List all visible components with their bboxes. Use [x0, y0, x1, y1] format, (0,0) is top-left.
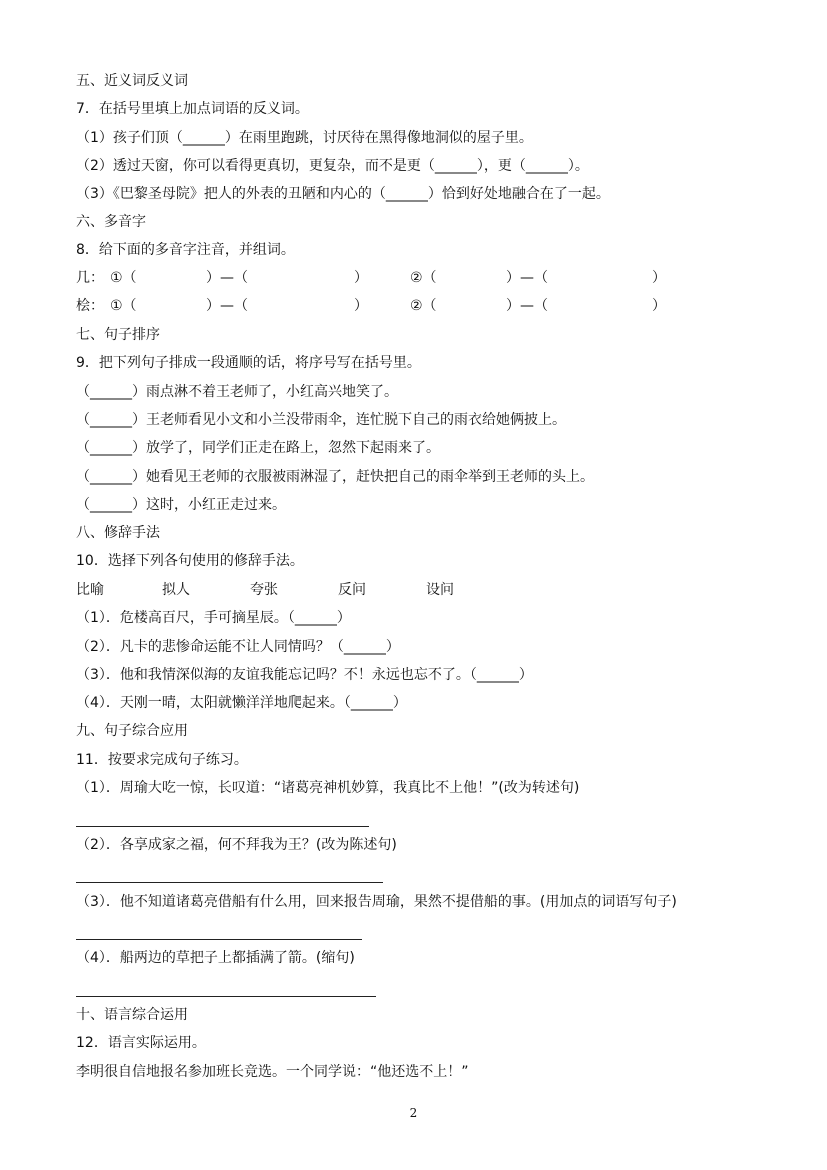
question-10: 10．选择下列各句使用的修辞手法。 — [76, 553, 304, 569]
q10-item-3: （3）．他和我情深似海的友谊我能忘记吗？不！永远也忘不了。（______） — [76, 667, 533, 683]
question-11: 11．按要求完成句子练习。 — [76, 752, 248, 768]
bracket-sep: ）—（ — [206, 270, 248, 286]
section-heading: 六、多音字 — [76, 214, 146, 230]
q11-item-1: （1）．周瑜大吃一惊，长叹道：“诸葛亮神机妙算，我真比不上他！”(改为转述句) — [76, 780, 580, 796]
q7-item-2: （2）透过天窗，你可以看得更真切，更复杂，而不是更（______），更（______）。 — [76, 158, 589, 174]
option-label: 反问 — [338, 582, 366, 598]
question-12: 12．语言实际运用。 — [76, 1035, 206, 1051]
bracket-close: ） — [652, 270, 666, 286]
question-7: 7．在括号里填上加点词语的反义词。 — [76, 101, 309, 117]
q11-item-3: （3）．他不知道诸葛亮借船有什么用，回来报告周瑜，果然不提借船的事。(用加点的词语写句子) — [76, 894, 677, 910]
page-number: 2 — [409, 1106, 418, 1120]
section-heading: 九、句子综合应用 — [76, 723, 188, 739]
q9-item-4: （______）她看见王老师的衣服被雨淋湿了，赶快把自己的雨伞举到王老师的头上。 — [76, 469, 594, 485]
q9-item-2: （______）王老师看见小文和小兰没带雨伞，连忙脱下自己的雨衣给她俩披上。 — [76, 412, 566, 428]
polyphone-char: 几： — [76, 270, 104, 286]
q11-item-2: （2）．各享成家之福，何不拜我为王？(改为陈述句) — [76, 837, 397, 853]
answer-line — [76, 996, 376, 997]
bracket-close: ） — [354, 270, 368, 286]
option-label: 夸张 — [250, 582, 278, 598]
q10-item-2: （2）．凡卡的悲惨命运能不让人同情吗？（______） — [76, 639, 400, 655]
question-9: 9．把下列句子排成一段通顺的话，将序号写在括号里。 — [76, 355, 421, 371]
section-heading: 八、修辞手法 — [76, 525, 160, 541]
q10-item-1: （1）．危楼高百尺，手可摘星辰。（______） — [76, 610, 351, 626]
q7-item-1: （1）孩子们顶（______）在雨里跑跳，讨厌待在黑得像地洞似的屋子里。 — [76, 130, 533, 146]
answer-line — [76, 826, 369, 827]
option-label: 比喻 — [76, 582, 104, 598]
q9-item-5: （______）这时，小红正走过来。 — [76, 497, 286, 513]
q12-text: 李明很自信地报名参加班长竞选。一个同学说：“他还选不上！” — [76, 1064, 469, 1080]
bracket-open: ①（ — [110, 298, 137, 314]
answer-line — [76, 882, 383, 883]
bracket-open: ①（ — [110, 270, 137, 286]
polyphone-char: 桧： — [76, 298, 104, 314]
option-label: 设问 — [426, 582, 454, 598]
question-8: 8．给下面的多音字注音，并组词。 — [76, 242, 295, 258]
q7-item-3: （3）《巴黎圣母院》把人的外表的丑陋和内心的（______）恰到好处地融合在了一起。 — [76, 186, 610, 202]
bracket-close: ） — [652, 298, 666, 314]
bracket-open: ②（ — [410, 270, 437, 286]
q9-item-3: （______）放学了，同学们正走在路上，忽然下起雨来了。 — [76, 440, 440, 456]
q10-item-4: （4）．天刚一晴，太阳就懒洋洋地爬起来。（______） — [76, 695, 407, 711]
option-label: 拟人 — [162, 582, 190, 598]
section-heading: 五、近义词反义词 — [76, 73, 188, 89]
answer-line — [76, 939, 362, 940]
bracket-open: ②（ — [410, 298, 437, 314]
bracket-close: ） — [354, 298, 368, 314]
bracket-sep: ）—（ — [506, 298, 548, 314]
section-heading: 七、句子排序 — [76, 327, 160, 343]
bracket-sep: ）—（ — [506, 270, 548, 286]
q9-item-1: （______）雨点淋不着王老师了，小红高兴地笑了。 — [76, 384, 398, 400]
section-heading: 十、语言综合运用 — [76, 1007, 188, 1023]
bracket-sep: ）—（ — [206, 298, 248, 314]
q11-item-4: （4）．船两边的草把子上都插满了箭。(缩句) — [76, 950, 355, 966]
